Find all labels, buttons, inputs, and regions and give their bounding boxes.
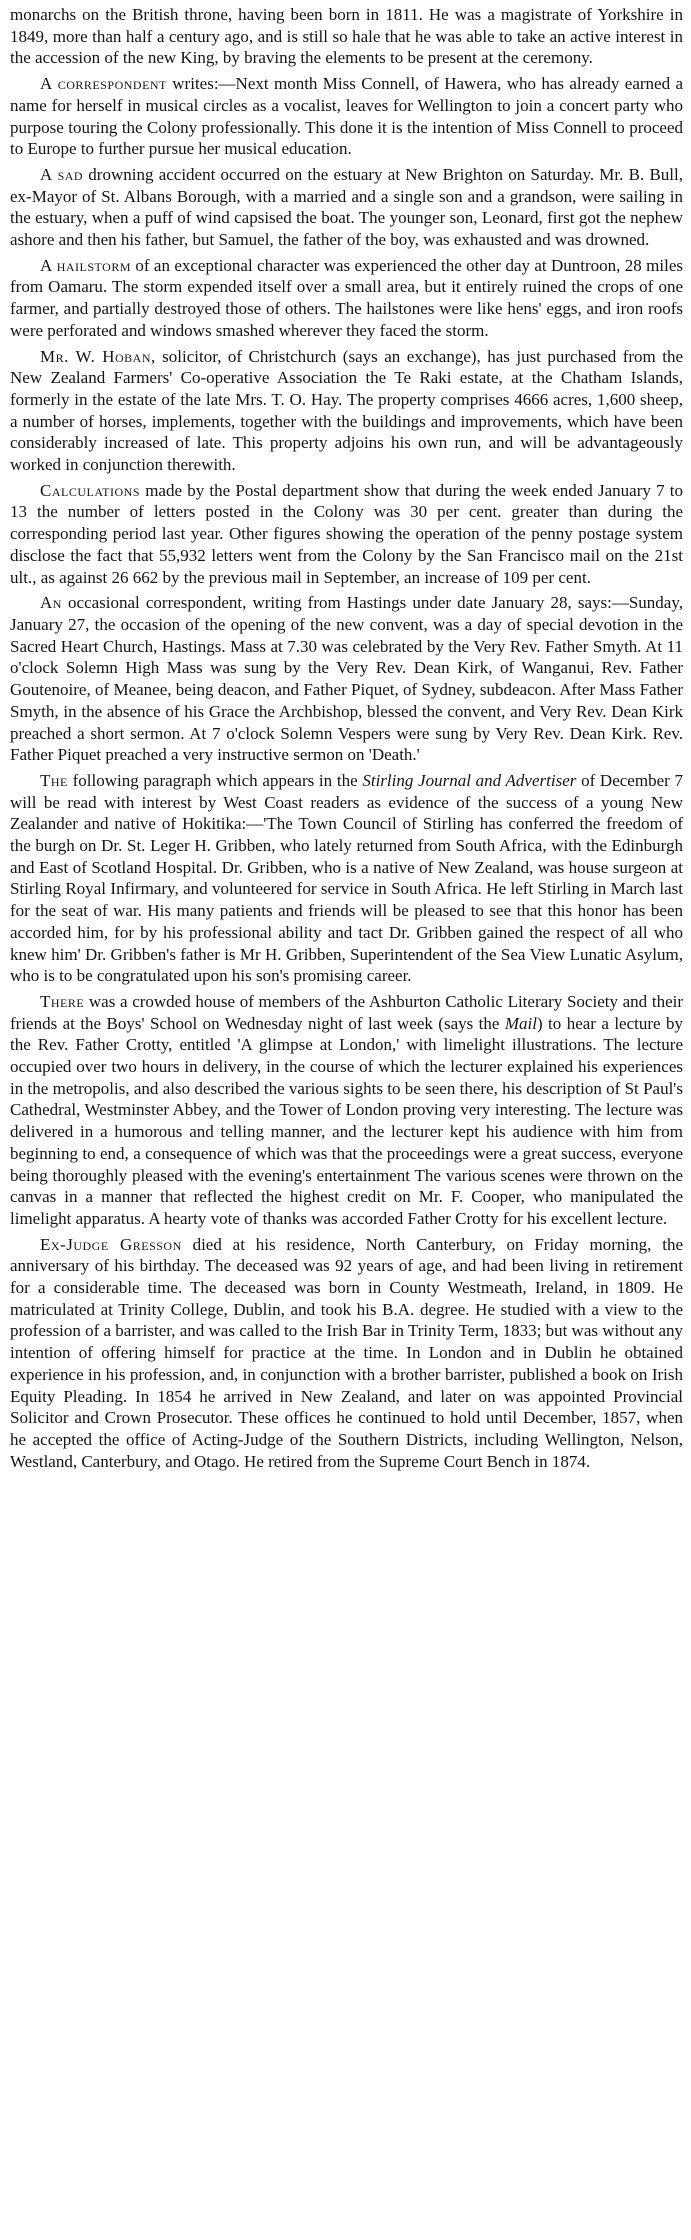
article-hastings-convent <box>10 592 683 766</box>
article-lead: A correspondent <box>40 74 167 94</box>
article-ashburton-lecture <box>10 991 683 1230</box>
article-text: writes:—Next month Miss Connell, of Hawera, who has already earned a name for herself in musical circles as a vocalist, leaves for Wellington to join a concert party who purpose touring the Colony professionally. This done it is the intention of Miss Connell to proceed to Europe to further pursue her musical education. <box>10 74 683 159</box>
article-text-before: following paragraph which appears in the <box>67 770 363 790</box>
article-postal-calculations <box>10 480 683 589</box>
article-monarch-magistrate <box>10 4 683 69</box>
article-lead: A hailstorm <box>40 255 131 275</box>
article-text: made by the Postal department show that during the week ended January 7 to 13 the number of letters posted in the Colony was 30 per cent. greater than during the corresponding period last year. Other figures showing the operation of the penny postage system disclose the fact that 55,932 letters went from the Colony by the San Francisco mail on the 21st ult., as against 26 662 by the previous mail in September, an increase of 109 per cent. <box>10 480 683 587</box>
article-text: solicitor, of Christchurch (says an exchange), has just purchased from the New Zealand Farmers' Co-operative Association the Te Raki estate, at the Chatham Islands, formerly in the estate of the late Mrs. T. O. Hay. The property comprises 4666 acres, 1,600 sheep, a number of horses, implements, together with the buildings and improvements, which have been considerably increased of late. This property adjoins his own run, and will be advantageously worked in conjunction therewith. <box>10 346 683 475</box>
article-text: occasional correspondent, writing from Hastings under date January 28, says:—Sunday, January 27, the occasion of the opening of the new convent, was a day of special devotion in the Sacred Heart Church, Hastings. Mass at 7.30 was celebrated by the Very Rev. Father Smyth. At 11 o'clock Solemn High Mass was sung by the Very Rev. Dean Kirk, of Wanganui, Rev. Father Goutenoire, of Meanee, being deacon, and Father Piquet, of Sydney, subdeacon. After Mass Father Smyth, in the absence of his Grace the Archbishop, blessed the convent, and Very Rev. Dean Kirk preached a short sermon. At 7 o'clock Solemn Vespers were sung by Very Rev. Dean Kirk. Rev. Father Piquet preached a very instructive sermon on 'Death.' <box>10 593 683 765</box>
article-lead: Ex-Judge Gresson <box>40 1234 182 1254</box>
article-text: monarchs on the British throne, having been born in 1811. He was a magistrate of Yorkshire in 1849, more than half a century ago, and is still so hale that he was able to take an active interest in the accession of the new King, by braving the elements to be present at the ceremony. <box>10 5 683 68</box>
article-hoban-purchase <box>10 346 683 476</box>
article-text: of December 7 will be read with interest by West Coast readers as evidence of the success of a young New Zealander and native of Hokitika:—'The Town Council of Stirling has conferred the freedom of the burgh on Dr. St. Leger H. Gribben, who lately returned from South Africa, with the Edinburgh and East of Scotland Hospital. Dr. Gribben, who is a native of New Zealand, was house surgeon at Stirling Royal Infirmary, and volunteered for service in South Africa. He left Stirling in March last for the seat of war. His many patients and friends will be pleased to see that this honor has been accorded him, for by his professional ability and tact Dr. Gribben gained the respect of all who knew him' Dr. Gribben's father is Mr H. Gribben, Superintendent of the Sea View Lunatic Asylum, who is to be congratulated upon his son's promising career. <box>10 770 683 986</box>
article-lead: A sad <box>40 164 84 184</box>
article-text: died at his residence, North Canterbury, on Friday morning, the anniversary of his birthday. The deceased was 92 years of age, and had been living in retirement for a considerable time. The deceased was born in County Westmeath, Ireland, in 1809. He matriculated at Trinity College, Dublin, and took his B.A. degree. He studied with a view to the profession of a barrister, and was called to the Irish Bar in Trinity Term, 1833; but was without any intention of offering himself for practice at the time. In London and in Dublin he obtained experience in his profession, and, in conjunction with a brother barrister, published a book on Irish Equity Pleading. In 1854 he arrived in New Zealand, and later on was appointed Provincial Solicitor and Crown Prosecutor. These offices he continued to hold until December, 1857, when he accepted the office of Acting-Judge of the Southern Districts, including Wellington, Nelson, Westland, Canterbury, and Otago. He retired from the Supreme Court Bench in 1874. <box>10 1234 683 1471</box>
article-drowning-accident <box>10 164 683 251</box>
article-text: drowning accident occurred on the estuary at New Brighton on Saturday. Mr. B. Bull, ex-Mayor of St. Albans Borough, with a married and a single son and a grandson, were sailing in the estuary, when a puff of wind capsised the boat. The younger son, Leonard, first got the nephew ashore and then his father, but Samuel, the father of the boy, was exhausted and was drowned. <box>10 164 683 250</box>
article-lead: There <box>40 991 85 1011</box>
article-lead: Calculations <box>40 480 141 500</box>
article-text-before: was a crowded house of members of the Ashburton Catholic Literary Society and their friends at the Boys' School on Wednesday night of last week (says the <box>10 991 683 1033</box>
article-stirling-gribben <box>10 770 683 987</box>
article-lead: The <box>40 770 68 790</box>
article-hailstorm <box>10 255 683 342</box>
article-lead: Mr. W. Hoban, <box>40 346 156 366</box>
article-lead: An <box>40 593 62 613</box>
article-text: of an exceptional character was experienced the other day at Duntroon, 28 miles from Oamaru. The storm expended itself over a small area, but it entirely ruined the crops of one farmer, and partially destroyed those of others. The hailstones were like hens' eggs, and iron roofs were perforated and windows smashed wherever they faced the storm. <box>10 255 683 340</box>
article-text: ) to hear a lecture by the Rev. Father Crotty, entitled 'A glimpse at London,' with limelight illustrations. The lecture occupied over two hours in delivery, in the course of which the lecturer explained his experiences in the metropolis, and also described the various sights to be seen there, his description of St Paul's Cathedral, Westminster Abbey, and the Tower of London proving very interesting. The lecture was delivered in a humorous and telling manner, and the lecturer kept his audience with him from beginning to end, a consequence of which was that the proceedings were a great success, everyone being thoroughly pleased with the evening's entertainment The various scenes were thrown on the canvas in a manner that reflected the highest credit on Mr. F. Cooper, who manipulated the limelight apparatus. A hearty vote of thanks was accorded Father Crotty for his excellent lecture. <box>10 1013 683 1228</box>
article-judge-gresson <box>10 1234 683 1473</box>
newspaper-title: Stirling Journal and Advertiser <box>362 770 577 790</box>
article-miss-connell <box>10 73 683 160</box>
newspaper-title: Mail <box>504 1013 537 1033</box>
